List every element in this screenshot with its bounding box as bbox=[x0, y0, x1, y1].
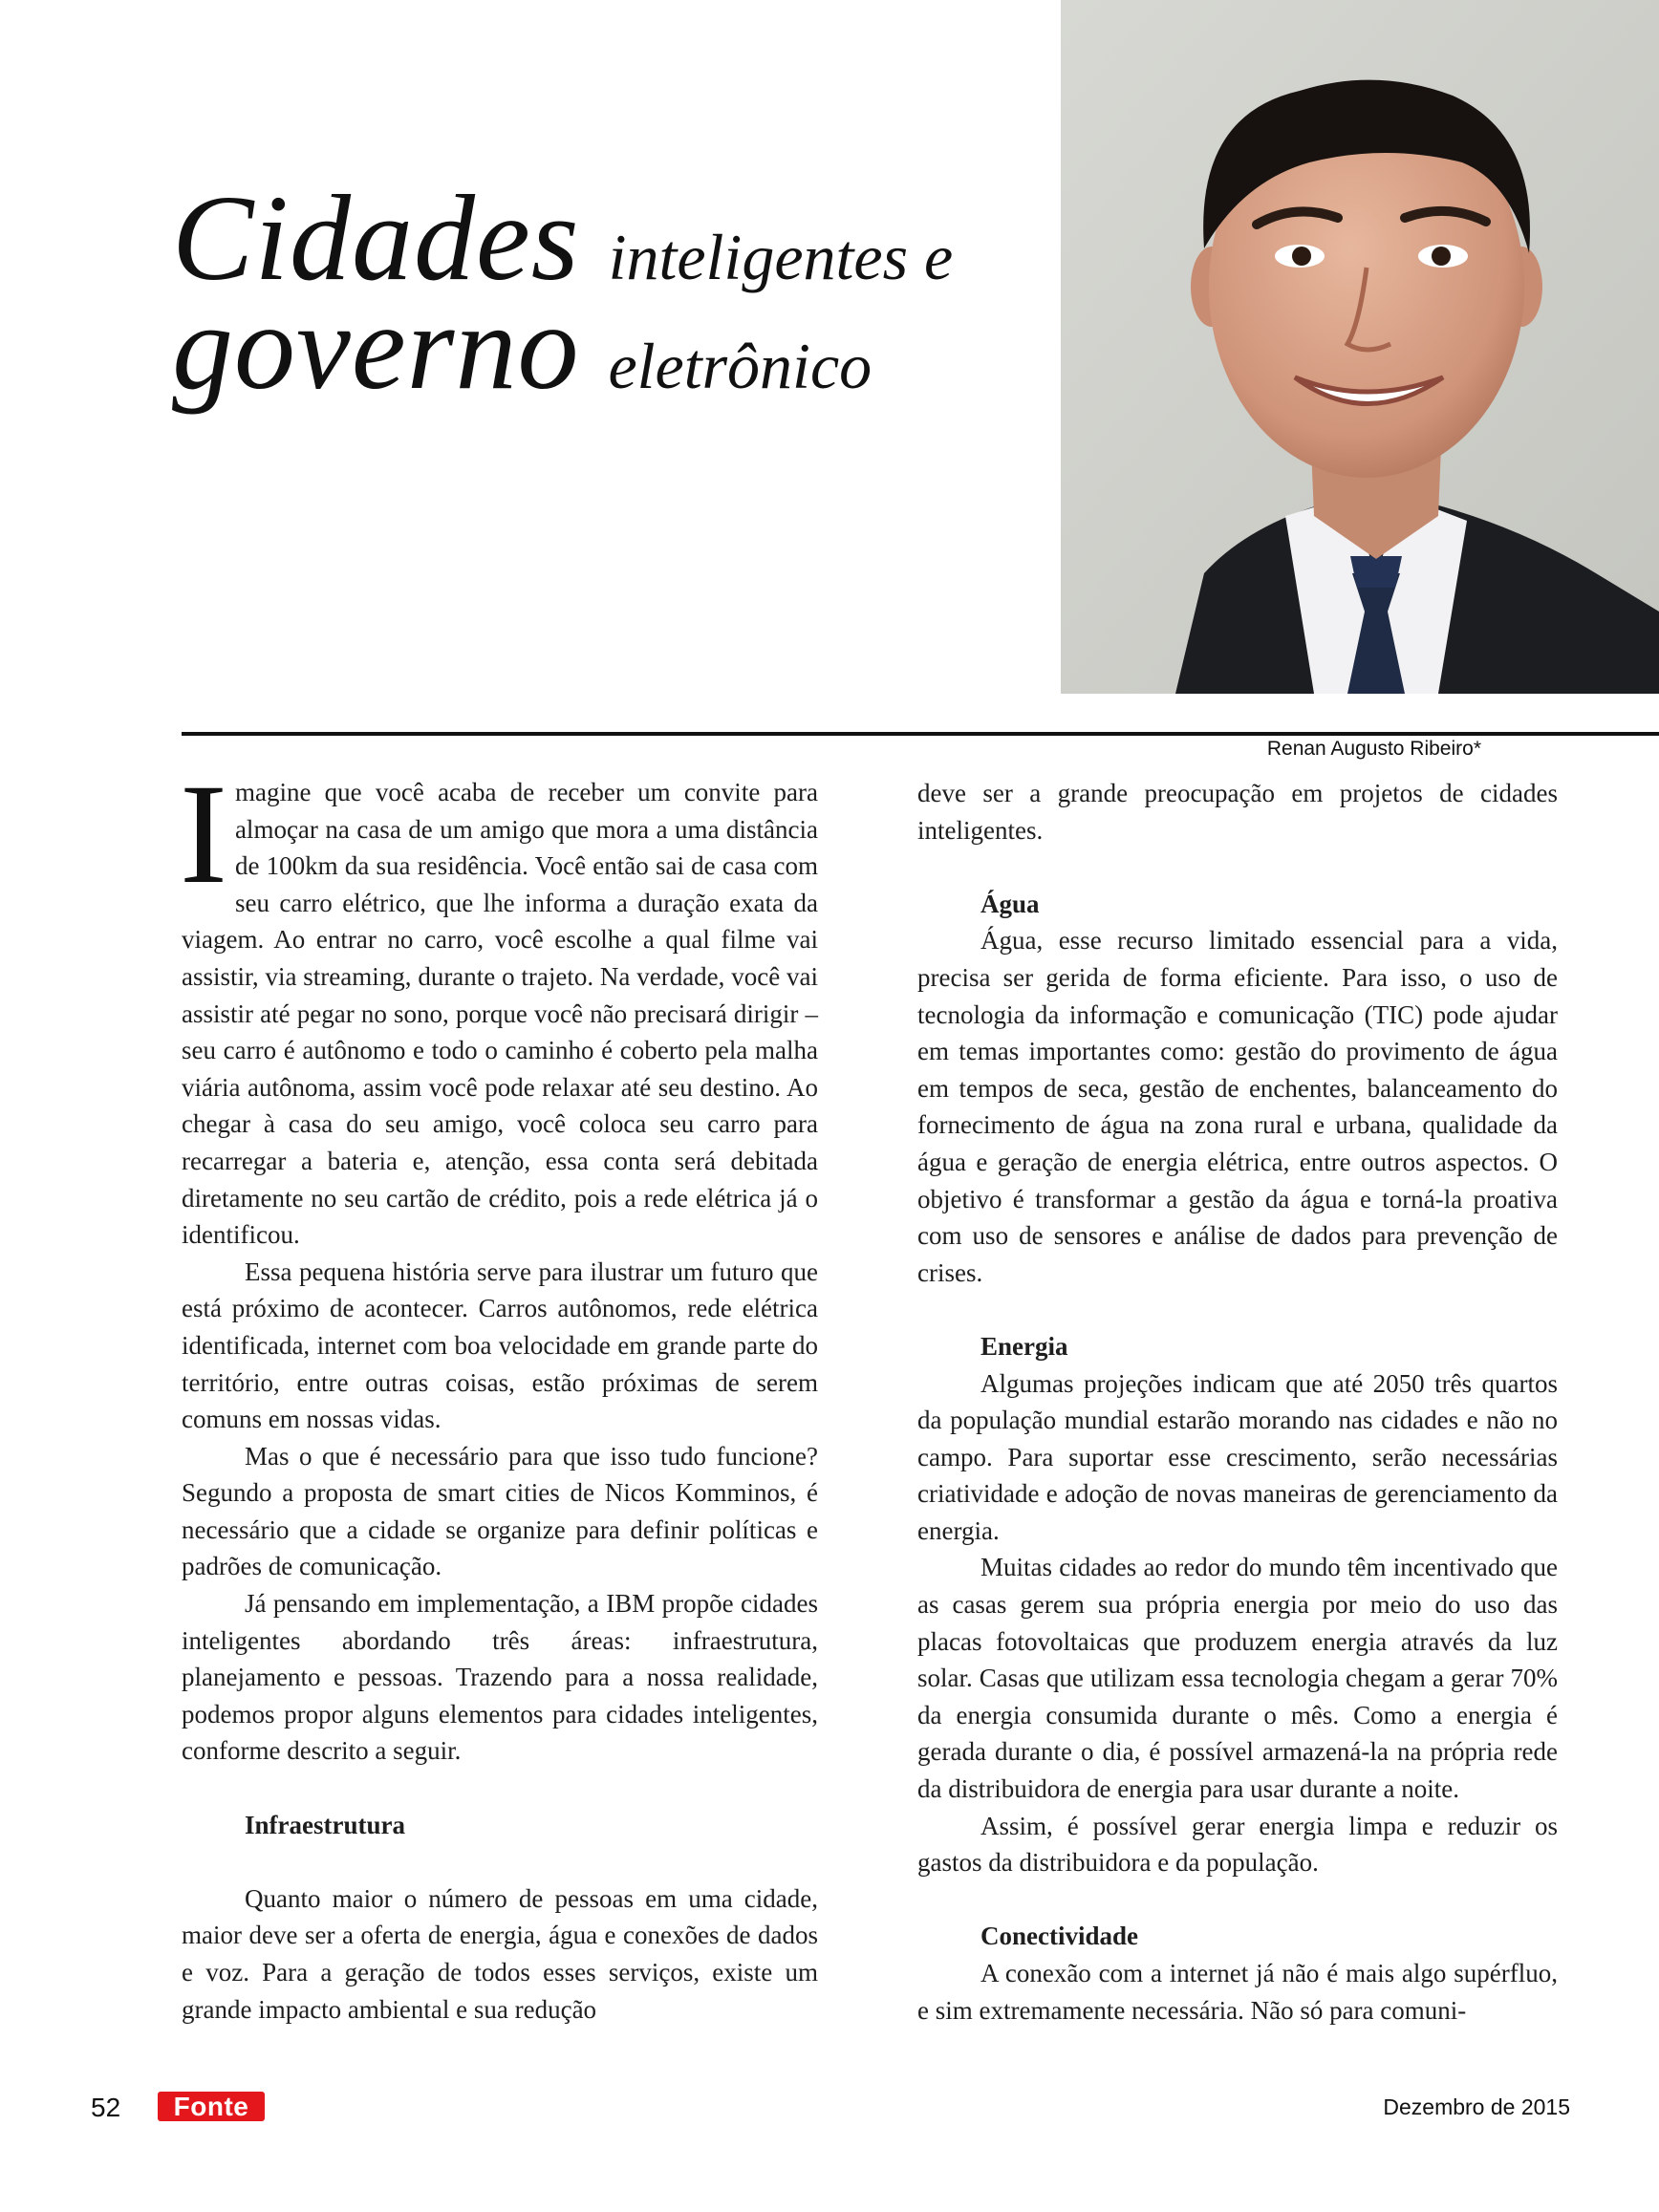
right-column bbox=[917, 775, 1558, 2029]
issue-date: Dezembro de 2015 bbox=[1383, 2094, 1570, 2119]
title-divider bbox=[182, 732, 1659, 736]
left-column bbox=[180, 755, 818, 2028]
paragraph: Mas o que é necessário para que isso tudo funcione? Segundo a proposta de smart cities de Nicos Komminos, é necessário que a cidade se organize para definir políticas e padrões de comunicação. bbox=[182, 1441, 818, 1581]
section-heading-conectividade: Conectividade bbox=[980, 1922, 1138, 1951]
page-number: 52 bbox=[91, 2093, 121, 2122]
magazine-logo: Fonte bbox=[158, 2092, 265, 2121]
paragraph: Água, esse recurso limitado essencial para a vida, precisa ser gerida de forma eficiente. Para isso, o uso de tecnologia da informação e comunicação (TIC) pode ajudar em temas importantes como: gestão do provimento de água em tempos de seca, gestão de enchentes, balanceamento do fornecimento de água na zona rural e urbana, qualidade da água e geração de energia elétrica, entre outros aspectos. O objetivo é transformar a gestão da água e torná-la proativa com uso de sensores e análise de dados para prevenção de crises. bbox=[917, 926, 1558, 1287]
section-heading-infraestrutura: Infraestrutura bbox=[245, 1810, 405, 1839]
photo-caption: Renan Augusto Ribeiro* bbox=[1266, 738, 1481, 760]
paragraph: Quanto maior o número de pessoas em uma cidade, maior deve ser a oferta de energia, água e conexões de dados e voz. Para a geração de todos esses serviços, existe um grande impacto ambiental e sua redução bbox=[182, 1883, 818, 2024]
drop-cap: I bbox=[180, 755, 227, 913]
title-word-1: Cidades bbox=[172, 170, 580, 306]
title-word-2: governo bbox=[172, 279, 580, 415]
paragraph: Já pensando em implementação, a IBM propõe cidades inteligentes abordando três áreas: infraestrutura, planejamento e pessoas. Trazendo para a nossa realidade, podemos propor alguns elementos para cidades inteligentes, conforme descrito a seguir. bbox=[182, 1589, 818, 1766]
paragraph: deve ser a grande preocupação em projetos de cidades inteligentes. bbox=[917, 779, 1558, 845]
section-heading-agua: Água bbox=[980, 889, 1040, 918]
title-rest-1: inteligentes e bbox=[608, 221, 954, 293]
paragraph: Algumas projeções indicam que até 2050 três quartos da população mundial estarão morando nas cidades e não no campo. Para suportar esse crescimento, serão necessárias criatividade e adoção de novas maneiras de gerenciamento da energia. bbox=[917, 1368, 1558, 1545]
title-rest-2: eletrônico bbox=[608, 330, 873, 402]
paragraph: Essa pequena história serve para ilustrar um futuro que está próximo de acontecer. Carros autônomos, rede elétrica identificada, internet com boa velocidade em grande parte do território, entre outras coisas, estão próximas de serem comuns em nossas vidas. bbox=[182, 1256, 818, 1434]
paragraph: Muitas cidades ao redor do mundo têm incentivado que as casas gerem sua própria energia por meio do uso das placas fotovoltaicas que produzem energia através da luz solar. Casas que utilizam essa tecnologia chegam a gerar 70% da energia consumida durante o mês. Como a energia é gerada durante o dia, é possível armazená-la na própria rede da distribuidora de energia para usar durante a noite. bbox=[917, 1553, 1558, 1804]
article-title bbox=[172, 170, 1032, 415]
section-heading-energia: Energia bbox=[980, 1331, 1068, 1361]
intro-paragraph: Imagine que você acaba de receber um convite para almoçar na casa de um amigo que mora a uma distância de 100km da sua residência. Você então sai de casa com seu carro elétrico, que lhe informa a duração exata da viagem. Ao entrar no carro, você escolhe a qual filme vai assistir, via streaming, durante o trajeto. Na verdade, você vai assistir até pegar no sono, porque você não precisará dirigir – seu carro é autônomo e todo o caminho é coberto pela malha viária autônoma, assim você pode relaxar até seu destino. Ao chegar à casa do seu amigo, você coloca seu carro para recarregar a bateria e, atenção, essa conta será debitada diretamente no seu cartão de crédito, pois a rede elétrica já o identificou. bbox=[180, 755, 818, 1250]
paragraph: Assim, é possível gerar energia limpa e reduzir os gastos da distribuidora e da população. bbox=[917, 1811, 1558, 1878]
paragraph: A conexão com a internet já não é mais algo supérfluo, e sim extremamente necessária. Não só para comuni- bbox=[917, 1959, 1558, 2025]
author-photo bbox=[1061, 0, 1659, 694]
